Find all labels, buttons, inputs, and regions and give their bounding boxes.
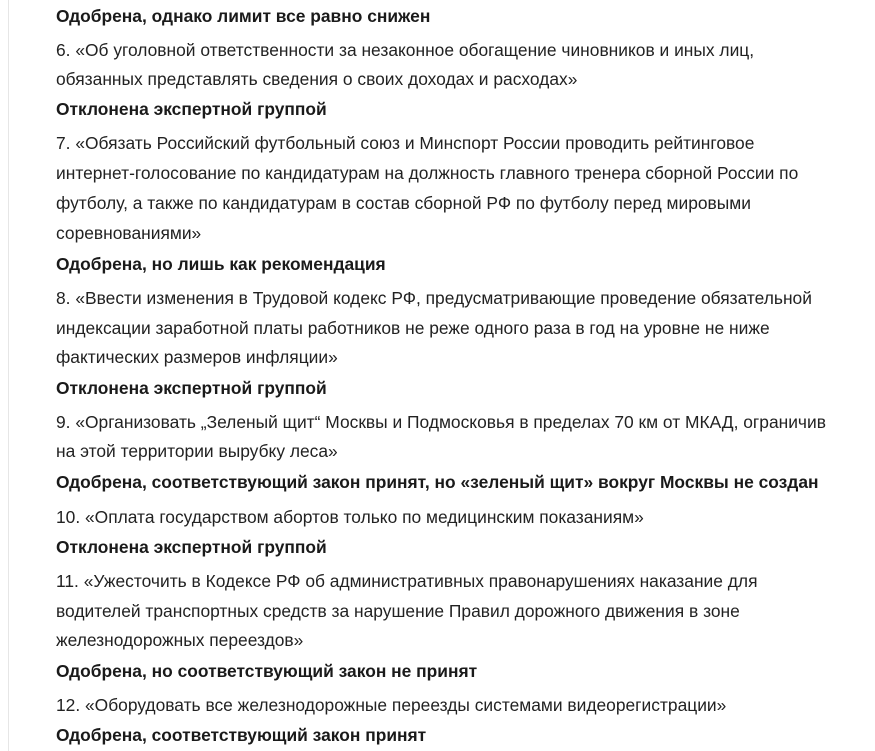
initiative-7-line-3: футболу, а также по кандидатурам в состав сборной РФ по футболу перед мировыми bbox=[56, 193, 751, 213]
status-line: Одобрена, но соответствующий закон не принят bbox=[56, 661, 478, 681]
initiative-12-line-1: 12. «Оборудовать все железнодорожные переезды системами видеорегистрации» bbox=[56, 695, 727, 715]
initiative-8-line-2: индексации заработной платы работников не реже одного раза в год на уровне не ниже bbox=[56, 318, 770, 338]
status-line: Одобрена, соответствующий закон принят, но «зеленый щит» вокруг Москвы не создан bbox=[56, 472, 819, 492]
initiative-9-line-1: 9. «Организовать „Зеленый щит“ Москвы и Подмосковья в пределах 70 км от МКАД, ограничив bbox=[56, 412, 826, 432]
initiative-8-line-1: 8. «Ввести изменения в Трудовой кодекс РФ, предусматривающие проведение обязательной bbox=[56, 288, 812, 308]
initiative-7-line-4: соревнованиями» bbox=[56, 223, 202, 243]
initiative-10-line-1: 10. «Оплата государством абортов только по медицинским показаниям» bbox=[56, 507, 644, 527]
content-left-border bbox=[8, 0, 9, 751]
initiative-6-line-2: обязанных представлять сведения о своих доходах и расходах» bbox=[56, 69, 578, 89]
status-line: Отклонена экспертной группой bbox=[56, 99, 327, 119]
initiative-9-line-2: на этой территории вырубку леса» bbox=[56, 441, 338, 461]
initiative-11-line-2: водителей транспортных средств за нарушение Правил дорожного движения в зоне bbox=[56, 601, 740, 621]
initiative-11-line-3: железнодорожных переездов» bbox=[56, 630, 304, 650]
initiative-6-line-1: 6. «Об уголовной ответственности за незаконное обогащение чиновников и иных лиц, bbox=[56, 40, 755, 60]
initiative-7-line-2: интернет-голосование по кандидатурам на должность главного тренера сборной России по bbox=[56, 163, 799, 183]
status-line: Одобрена, соответствующий закон принят bbox=[56, 725, 427, 745]
initiative-11-line-1: 11. «Ужесточить в Кодексе РФ об административных правонарушениях наказание для bbox=[56, 571, 758, 591]
initiative-7-line-1: 7. «Обязать Российский футбольный союз и Минспорт России проводить рейтинговое bbox=[56, 133, 755, 153]
status-line: Отклонена экспертной группой bbox=[56, 537, 327, 557]
initiative-8-line-3: фактических размеров инфляции» bbox=[56, 347, 338, 367]
status-line: Одобрена, однако лимит все равно снижен bbox=[56, 6, 431, 26]
status-line: Отклонена экспертной группой bbox=[56, 378, 327, 398]
status-line: Одобрена, но лишь как рекомендация bbox=[56, 254, 386, 274]
